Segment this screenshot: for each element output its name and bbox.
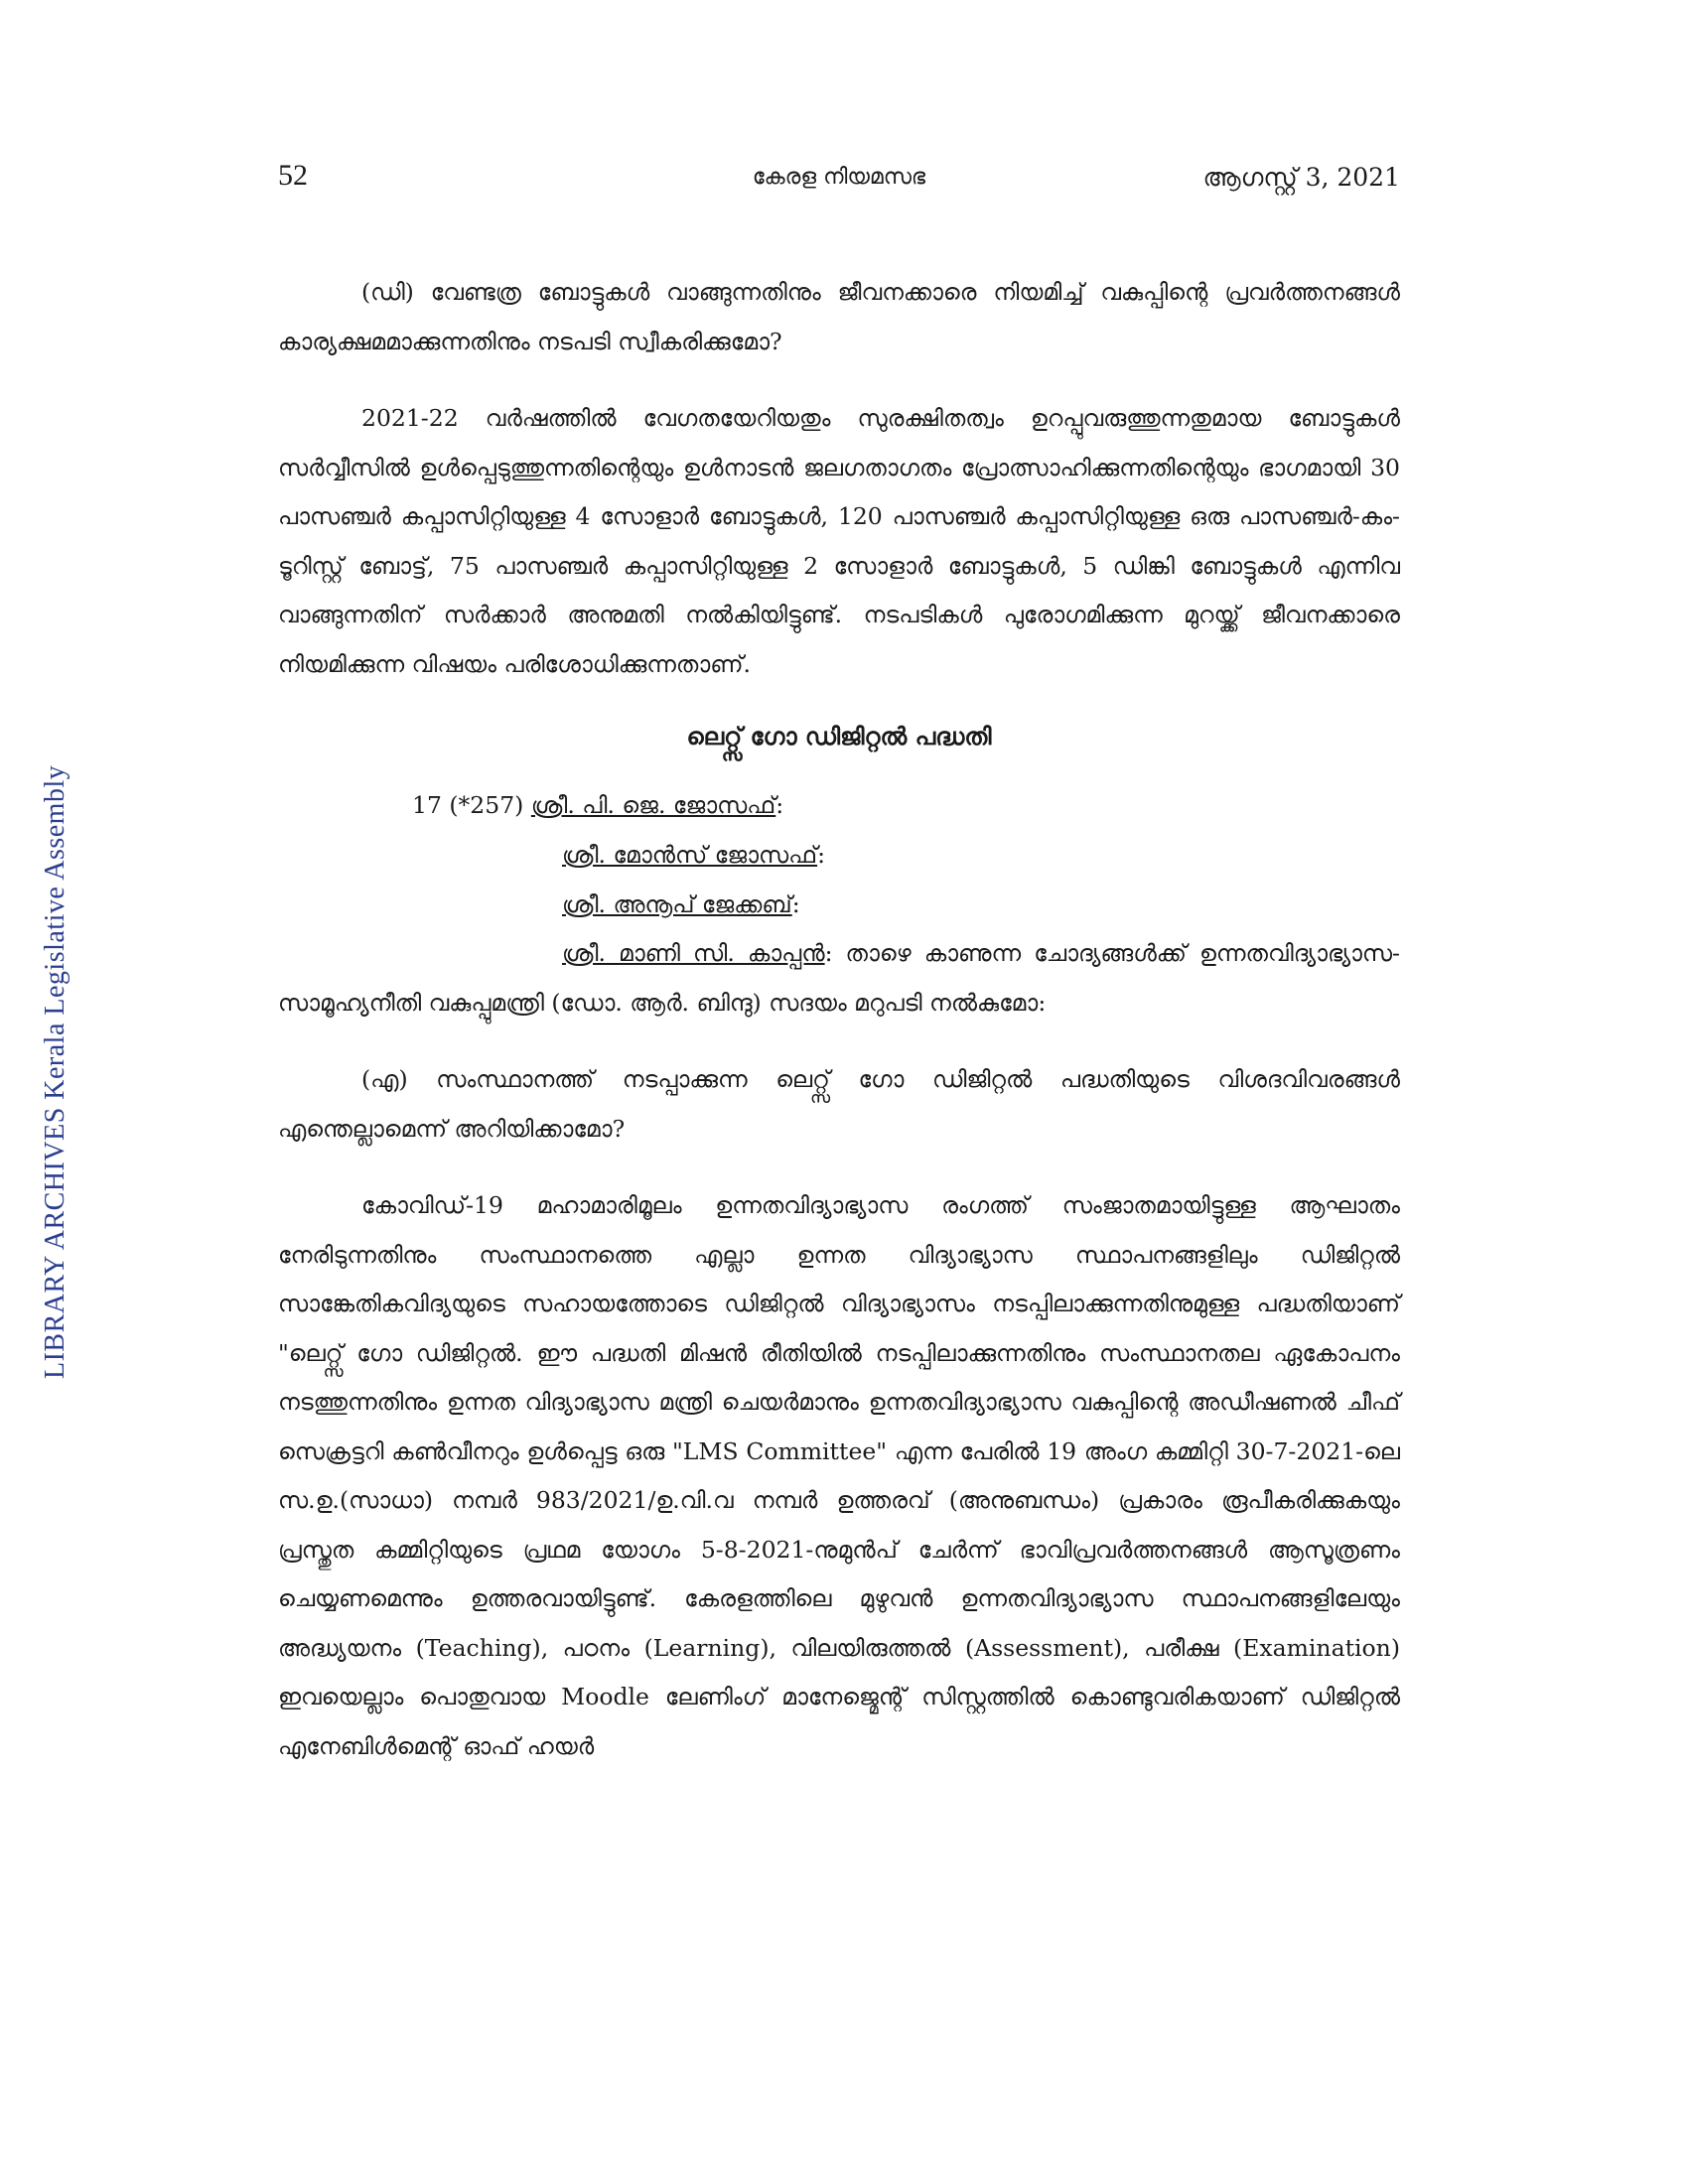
member-name: ശ്രീ. പി. ജെ. ജോസഫ് bbox=[530, 791, 776, 819]
member-line: ശ്രീ. അനൂപ് ജേക്കബ്: bbox=[562, 890, 800, 918]
header-date: ആഗസ്റ്റ് 3, 2021 bbox=[1202, 163, 1400, 192]
member-line: 17 (*257) ശ്രീ. പി. ജെ. ജോസഫ്: bbox=[412, 791, 784, 819]
running-title: കേരള നിയമസഭ bbox=[752, 165, 926, 190]
document-body bbox=[278, 268, 1400, 1799]
question-d: (ഡി) വേണ്ടത്ര ബോട്ടുകൾ വാങ്ങുന്നതിനും ജീവനക്കാരെ നിയമിച്ച് വകുപ്പിന്റെ പ്രവർത്തനങ്ങൾ കാര്യക്ഷമമാക്കുന്നതിനും നടപടി സ്വീകരിക്കുമോ? bbox=[278, 278, 1400, 355]
answer-a: കോവിഡ്-19 മഹാമാരിമൂലം ഉന്നതവിദ്യാഭ്യാസ രംഗത്ത് സംജാതമായിട്ടുള്ള ആഘാതം നേരിടുന്നതിനും സംസ്ഥാനത്തെ എല്ലാ ഉന്നത വിദ്യാഭ്യാസ സ്ഥാപനങ്ങളിലും ഡിജിറ്റൽ സാങ്കേതികവിദ്യയുടെ സഹായത്തോടെ ഡിജിറ്റൽ വിദ്യാഭ്യാസം നടപ്പിലാക്കുന്നതിനുമുള്ള പദ്ധതിയാണ് "ലെറ്റ്സ് ഗോ ഡിജിറ്റൽ. ഈ പദ്ധതി മിഷൻ രീതിയിൽ നടപ്പിലാക്കുന്നതിനും സംസ്ഥാനതല ഏകോപനം നടത്തുന്നതിനും ഉന്നത വിദ്യാഭ്യാസ മന്ത്രി ചെയർമാനും ഉന്നതവിദ്യാഭ്യാസ വകുപ്പിന്റെ അഡീഷണൽ ചീഫ് സെക്രട്ടറി കൺവീനറും ഉൾപ്പെട്ട ഒരു "LMS Committee" എന്ന പേരിൽ 19 അംഗ കമ്മിറ്റി 30-7-2021-ലെ സ.ഉ.(സാധാ) നമ്പർ 983/2021/ഉ.വി.വ നമ്പർ ഉത്തരവ് (അനുബന്ധം) പ്രകാരം രൂപീകരിക്കുകയും പ്രസ്തുത കമ്മിറ്റിയുടെ പ്രഥമ യോഗം 5-8-2021-നുമുൻപ് ചേർന്ന് ഭാവിപ്രവർത്തനങ്ങൾ ആസൂത്രണം ചെയ്യണമെന്നും ഉത്തരവായിട്ടുണ്ട്. കേരളത്തിലെ മുഴുവൻ ഉന്നതവിദ്യാഭ്യാസ സ്ഥാപനങ്ങളിലേയും അദ്ധ്യയനം (Teaching), പഠനം (Learning), വിലയിരുത്തൽ (Assessment), പരീക്ഷ (Examination) ഇവയെല്ലാം പൊതുവായ Moodle ലേണിംഗ് മാനേജ്മെന്റ് സിസ്റ്റത്തിൽ കൊണ്ടുവരികയാണ് ഡിജിറ്റൽ എനേബിൾമെന്റ് ഓഫ് ഹയർ bbox=[278, 1191, 1400, 1760]
member-name: ശ്രീ. മാണി സി. കാപ്പൻ bbox=[562, 939, 825, 967]
page-header bbox=[278, 159, 1400, 203]
question-a: (എ) സംസ്ഥാനത്ത് നടപ്പാക്കുന്ന ലെറ്റ്സ് ഗോ ഡിജിറ്റൽ പദ്ധതിയുടെ വിശദവിവരങ്ങൾ എന്തെല്ലാമെന്ന് അറിയിക്കാമോ? bbox=[278, 1065, 1400, 1143]
answer-d: 2021-22 വർഷത്തിൽ വേഗതയേറിയതും സുരക്ഷിതത്വം ഉറപ്പുവരുത്തുന്നതുമായ ബോട്ടുകൾ സർവ്വീസിൽ ഉൾപ്പെടുത്തുന്നതിന്റെയും ഉൾനാടൻ ജലഗതാഗതം പ്രോത്സാഹിക്കുന്നതിന്റെയും ഭാഗമായി 30 പാസഞ്ചർ കപ്പാസിറ്റിയുള്ള 4 സോളാർ ബോട്ടുകൾ, 120 പാസഞ്ചർ കപ്പാസിറ്റിയുള്ള ഒരു പാസഞ്ചർ-കം-ടൂറിസ്റ്റ് ബോട്ട്, 75 പാസഞ്ചർ കപ്പാസിറ്റിയുള്ള 2 സോളാർ ബോട്ടുകൾ, 5 ഡിങ്കി ബോട്ടുകൾ എന്നിവ വാങ്ങുന്നതിന് സർക്കാർ അനുമതി നൽകിയിട്ടുണ്ട്. നടപടികൾ പുരോഗമിക്കുന്ന മുറയ്ക്ക് ജീവനക്കാരെ നിയമിക്കുന്ന വിഷയം പരിശോധിക്കുന്നതാണ്. bbox=[278, 404, 1400, 678]
question-intro bbox=[278, 929, 1400, 1027]
member-line: ശ്രീ. മോൻസ് ജോസഫ്: bbox=[562, 841, 826, 869]
question-members bbox=[278, 780, 1400, 929]
page-number: 52 bbox=[278, 159, 308, 192]
member-name: ശ്രീ. മോൻസ് ജോസഫ് bbox=[562, 841, 818, 869]
section-heading: ലെറ്റ്സ് ഗോ ഡിജിറ്റൽ പദ്ധതി bbox=[686, 723, 992, 751]
member-name: ശ്രീ. അനൂപ് ജേക്കബ് bbox=[562, 890, 792, 918]
archive-watermark: LIBRARY ARCHIVES Kerala Legislative Assembly bbox=[40, 764, 70, 1380]
question-number: 17 (*257) bbox=[412, 791, 524, 819]
question-intro-text: : താഴെ കാണുന്ന ചോദ്യങ്ങൾക്ക് ഉന്നതവിദ്യാഭ്യാസ-സാമൂഹ്യനീതി വകുപ്പുമന്ത്രി (ഡോ. ആർ. ബിന്ദു) സദയം മറുപടി നൽകുമോ: bbox=[278, 939, 1400, 1017]
